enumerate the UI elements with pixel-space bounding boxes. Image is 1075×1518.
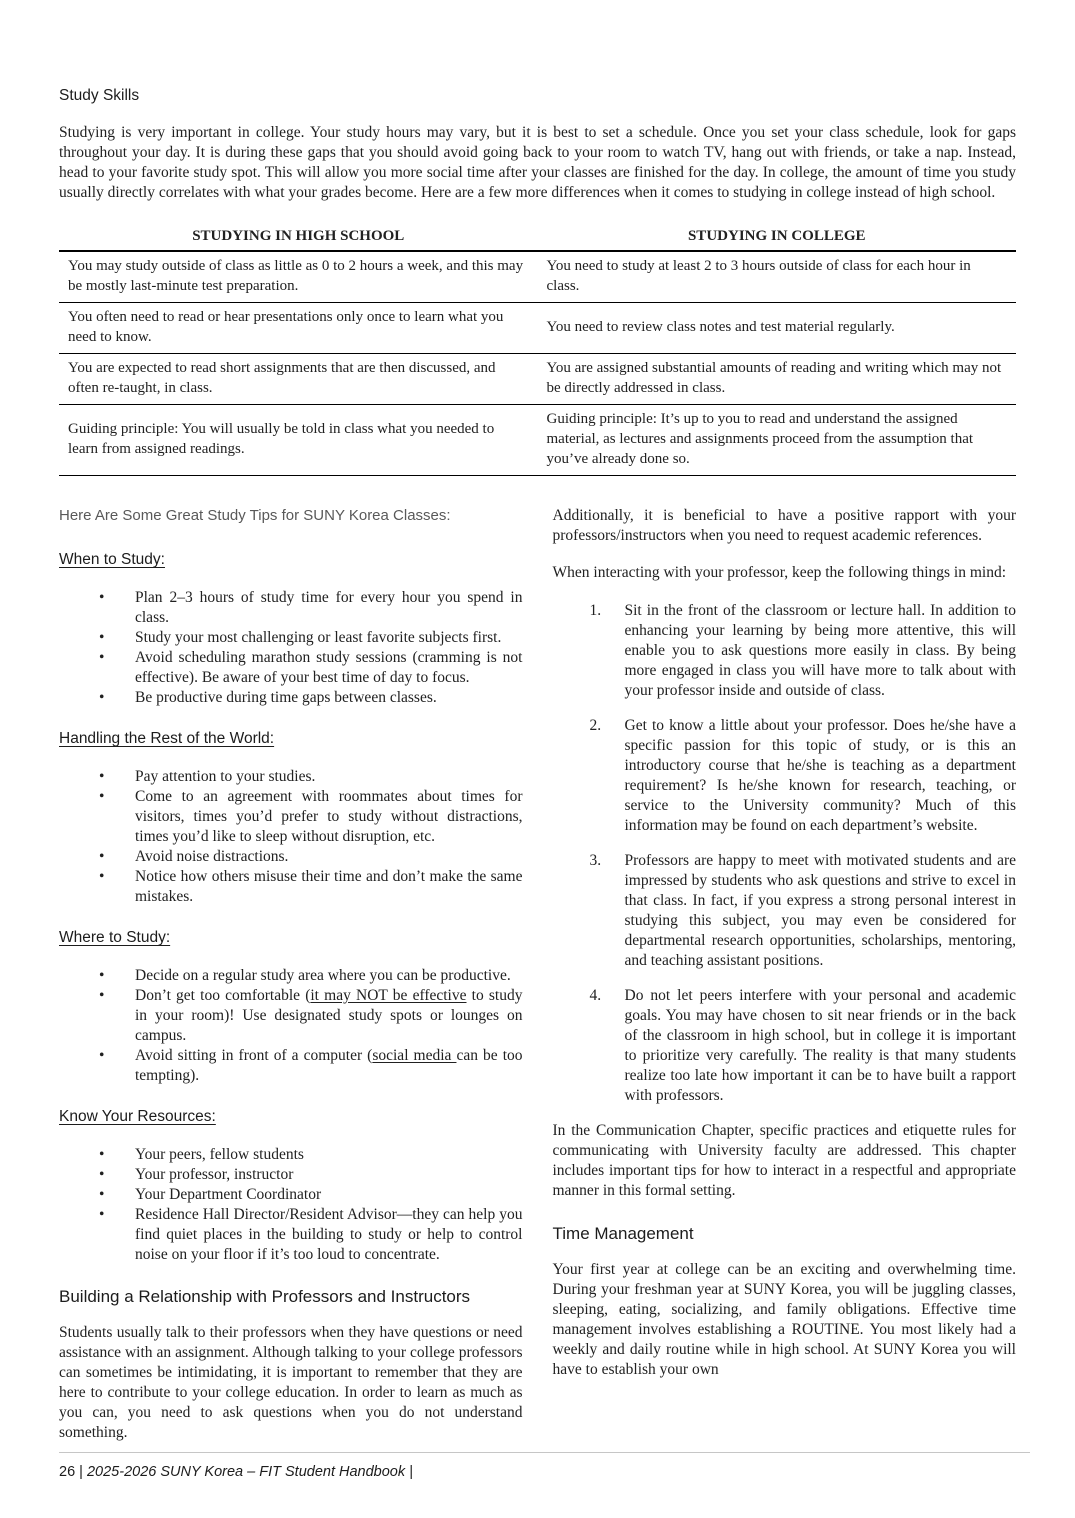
underlined-text: social media: [372, 1047, 457, 1064]
list-item: • Come to an agreement with roommates about times for visitors, times you’d prefer to study without distractions, times you’d like to sleep without disruption, etc.: [59, 787, 523, 847]
table-header-high-school: STUDYING IN HIGH SCHOOL: [59, 225, 538, 251]
bullet-list: [59, 767, 523, 907]
list-item: • Decide on a regular study area where you can be productive.: [59, 966, 523, 986]
list-item: • Plan 2–3 hours of study time for every hour you spend in class.: [59, 588, 523, 628]
table-body: [59, 251, 1016, 476]
footer-handbook-title: 2025-2026 SUNY Korea – FIT Student Handbook |: [86, 1464, 413, 1480]
list-item: • Your Department Coordinator: [59, 1185, 523, 1205]
communication-chapter-paragraph: In the Communication Chapter, specific practices and etiquette rules for communicating with University faculty are addressed. This chapter includes important tips for how to interact in a respectful and appropriate manner in this formal setting.: [552, 1122, 1016, 1199]
bullet-list: [59, 1145, 523, 1265]
right-column: [553, 506, 1017, 1458]
table-cell: You need to study at least 2 to 3 hours outside of class for each hour in class.: [538, 251, 1017, 303]
interacting-paragraph: When interacting with your professor, keep the following things in mind:: [552, 564, 1007, 581]
text-segment: can be too tempting).: [135, 1047, 523, 1084]
list-item: [59, 1046, 523, 1086]
list-item: • Residence Hall Director/Resident Advisor—they can help you find quiet places in the building to study or help to control noise on your floor if it’s too loud to concentrate.: [59, 1205, 523, 1265]
text-segment: Don’t get too comfortable (: [135, 987, 311, 1004]
numbered-item: Get to know a little about your professor. Does he/she have a specific passion for this topic of study, or is this an introductory course that he/she is teaching as a department requirement? Is he/she known for research, teaching, or service to the University community? Much of this information may be found on each department’s website.: [624, 717, 1016, 834]
page-footer: [59, 1452, 1030, 1482]
text-segment: to study in your room)! Use designated study spots or lounges on campus.: [135, 987, 523, 1044]
section-label: Know Your Resources:: [59, 1108, 216, 1125]
study-comparison-table: [59, 225, 1016, 476]
list-item: [59, 986, 523, 1046]
footer-page-number: 26: [59, 1464, 76, 1480]
list-item: • Study your most challenging or least favorite subjects first.: [59, 628, 523, 648]
section-label: Where to Study:: [59, 929, 171, 946]
rapport-paragraph: Additionally, it is beneficial to have a positive rapport with your professors/instructors when you need to request academic references.: [552, 507, 1016, 544]
table-cell: Guiding principle: You will usually be told in class what you needed to learn from assigned readings.: [59, 405, 538, 476]
intro-paragraph: Studying is very important in college. Your study hours may vary, but it is best to set a schedule. Once you set your class schedule, look for gaps throughout your day. It is during these gaps that you should avoid going back to your room to watch TV, hang out with friends, or take a nap. Instead, head to your favorite study spot. This will allow you more social time after your classes are finished for the day. In college, the amount of time you study usually directly correlates with what your grades become. Here are a few more differences when it comes to studying in college instead of high school.: [59, 124, 1016, 201]
footer-separator: |: [79, 1464, 83, 1480]
table-row: [59, 405, 1016, 476]
list-item: • Avoid scheduling marathon study sessions (cramming is not effective). Be aware of your best time of day to focus.: [59, 648, 523, 688]
list-item: • Pay attention to your studies.: [59, 767, 523, 787]
table-cell: You are expected to read short assignments that are then discussed, and often re-taught, in class.: [59, 354, 538, 405]
time-management-heading: Time Management: [552, 1224, 694, 1243]
section-label: When to Study:: [59, 551, 165, 568]
list-item: • Be productive during time gaps between classes.: [59, 688, 523, 708]
table-row: [59, 354, 1016, 405]
two-column-layout: [59, 506, 1016, 1458]
relationship-heading: Building a Relationship with Professors and Instructors: [59, 1287, 471, 1306]
table-row: [59, 303, 1016, 354]
list-item: • Your peers, fellow students: [59, 1145, 523, 1165]
table-header-college: STUDYING IN COLLEGE: [538, 225, 1017, 251]
study-tips-heading: Here Are Some Great Study Tips for SUNY Korea Classes:: [59, 507, 451, 524]
section-label: Handling the Rest of the World:: [59, 730, 275, 747]
numbered-item: Do not let peers interfere with your personal and academic goals. You may have chosen to sit near friends or in the back of the classroom in high school, but in college it is important to prioritize very carefully. The reality is that many students realize too late how important it can be to have built a rapport with professors.: [624, 987, 1016, 1104]
page-title: Study Skills: [59, 87, 140, 104]
numbered-item: Sit in the front of the classroom or lecture hall. In addition to enhancing your learning by being more attentive, this will enable you to ask questions more easily in class. By being more engaged in class you will have more to talk about with your professor inside and outside of class.: [624, 602, 1016, 699]
list-item: • Notice how others misuse their time and don’t make the same mistakes.: [59, 867, 523, 907]
text-segment: Avoid sitting in front of a computer (: [135, 1047, 373, 1064]
list-item: • Your professor, instructor: [59, 1165, 523, 1185]
table-header-row: [59, 225, 1016, 251]
table-cell: You may study outside of class as little as 0 to 2 hours a week, and this may be mostly last-minute test preparation.: [59, 251, 538, 303]
list-item: • Avoid noise distractions.: [59, 847, 523, 867]
time-management-paragraph: Your first year at college can be an exciting and overwhelming time. During your freshman year at SUNY Korea, you will be juggling classes, sleeping, eating, socializing, and family obligations. Effective time management involves establishing a ROUTINE. You most likely had a weekly and daily routine while in high school. At SUNY Korea you will have to establish your own: [552, 1261, 1016, 1378]
table-cell: You need to review class notes and test material regularly.: [538, 303, 1017, 354]
underlined-text: it may NOT be effective: [310, 987, 467, 1004]
bullet-list: [59, 966, 523, 1086]
left-column: [59, 506, 523, 1458]
table-row: [59, 251, 1016, 303]
table-cell: You often need to read or hear presentations only once to learn what you need to know.: [59, 303, 538, 354]
table-cell: Guiding principle: It’s up to you to read and understand the assigned material, as lectures and assignments proceed from the assumption that you’ve already done so.: [538, 405, 1017, 476]
table-cell: You are assigned substantial amounts of reading and writing which may not be directly addressed in class.: [538, 354, 1017, 405]
relationship-paragraph: Students usually talk to their professors when they have questions or need assistance with an assignment. Although talking to your college professors can sometimes be intimidating, it is important to remember that they are here to contribute to your college education. In order to learn as much as you can, you need to ask questions when you do not understand something.: [59, 1324, 523, 1441]
professor-tips-list: [553, 601, 1017, 1106]
numbered-item: Professors are happy to meet with motivated students and are impressed by students who ask questions and strive to excel in that class. In fact, if you express a strong personal interest in studying this subject, you may even be considered for departmental research opportunities, scholarships, mentoring, and teaching assistant positions.: [624, 852, 1016, 969]
bullet-list: [59, 588, 523, 708]
tip-sections: [59, 550, 523, 1265]
